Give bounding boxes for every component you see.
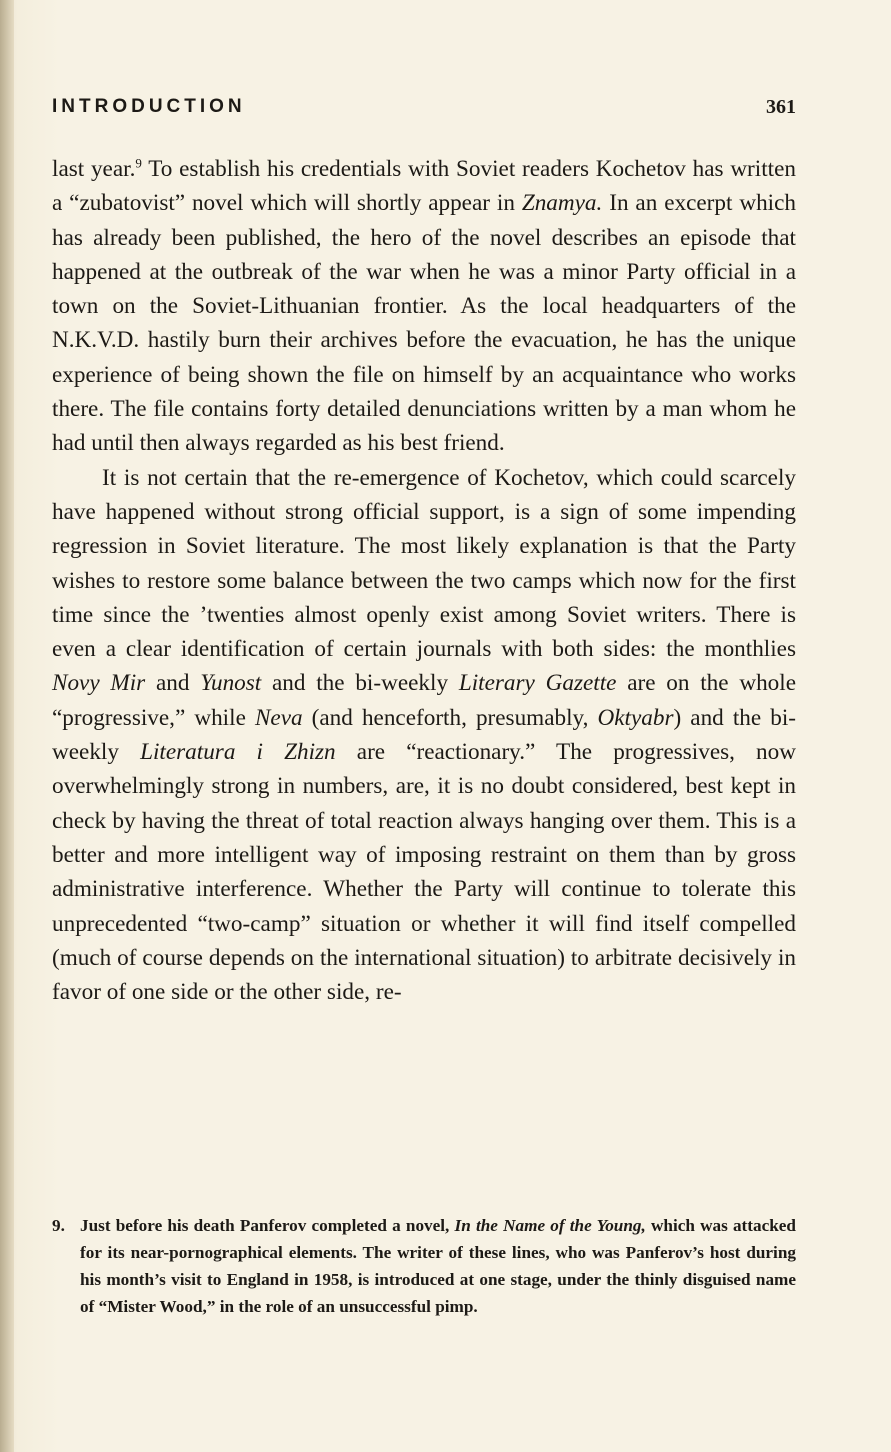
p1-text-b: To establish his credentials with Soviet readers Kochetov has written a “zubatovist” novel which will shortly appear in [52,156,796,217]
body-text [52,152,796,1009]
p1-text-c: In an excerpt which has already been published, the hero of the novel describes an episode that happened at the outbreak of the war when he was a minor Party official in a town on the Soviet-Lithuanian frontier. As the local headquarters of the N.K.V.D. hastily burn their archives before the evacuation, he has the unique experience of being shown the file on himself by an acquaintance who works there. The file contains forty detailed denunciations written by a man whom he had until then always regarded as his best friend. [52,190,796,457]
journal-title-literatura-i-zhizn: Literatura i Zhizn [140,739,336,766]
footnote-number: 9. [52,1216,65,1235]
running-head [52,96,796,126]
journal-title-znamya: Znamya. [521,190,603,217]
p2-text-f: ) and the bi-weekly [52,704,796,766]
journal-title-oktyabr: Oktyabr [597,704,674,731]
p2-text-g: are “reactionary.” The progressives, now overwhelmingly strong in numbers, are, it is no doubt considered, best kept in check by having the threat of total reaction always hanging over them. This is a better and more intelligent way of imposing restraint on them than by gross administrative interference. Whether the Party will continue to tolerate this unprecedented “two-camp” situation or whether it will find itself compelled (much of course depends on the international situation) to arbitrate decisively in favor of one side or the other side, re- [52,739,796,1006]
footnote [52,1212,796,1320]
journal-title-neva: Neva [254,704,303,731]
p1-text-a: last year. [52,156,136,182]
journal-title-novy-mir: Novy Mir [52,670,146,697]
journal-title-literary-gazette: Literary Gazette [458,670,617,697]
p2-text-c: and the bi-weekly [261,670,459,697]
journal-title-yunost: Yunost [200,670,262,697]
footnote-text-b: which was attacked for its near-pornographical elements. The writer of these lines, who was Panferov’s host during his month’s visit to England in 1958, is introduced at one stage, under the thinly disguised name of “Mister Wood,” in the role of an unsuccessful pimp. [80,1216,796,1316]
book-spine-shadow [0,0,14,1452]
paragraph-1 [52,152,796,461]
page-number: 361 [766,96,796,118]
running-head-title: INTRODUCTION [52,96,246,117]
p2-text-d: are on the whole “progressive,” while [52,670,796,731]
footnote-reference: 9 [135,155,142,171]
novel-title: In the Name of the Young, [454,1216,646,1235]
footnote-text-a: Just before his death Panferov completed a novel, [80,1216,455,1235]
p2-text-a: It is not certain that the re-emergence of Kochetov, which could scarcely have happened without strong official support, is a sign of some impending regression in Soviet literature. The most likely explanation is that the Party wishes to restore some balance between the two camps which now for the first time since the ’twenties almost openly exist among Soviet writers. There is even a clear identification of certain journals with both sides: the monthlies [52,464,796,663]
p2-text-b: and [145,670,201,697]
p2-text-e: (and henceforth, presumably, [302,704,598,731]
paragraph-2 [52,461,796,1010]
footnote-body [52,1212,796,1320]
